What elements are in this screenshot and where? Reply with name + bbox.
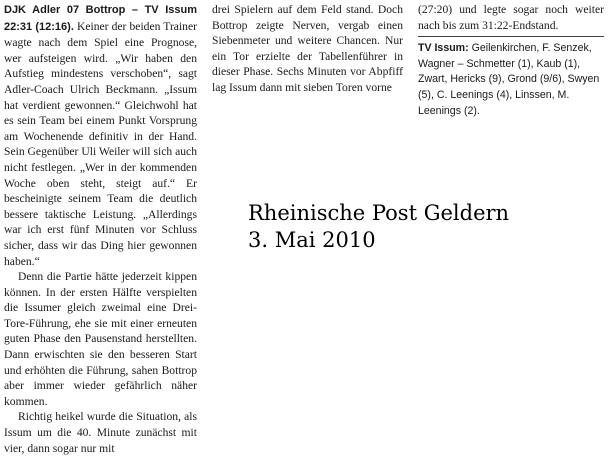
team-lineup-text: Geilenkirchen, F. Senzek, Wagner – Schmetter (1), Kaub (1), Zwart, Hericks (9), Grond (9/6), Swyen (5), C. Leenings (4), Linssen, M. Leenings (2). [418, 42, 600, 117]
publication-date: 3. Mai 2010 [248, 228, 376, 252]
newspaper-name: Rheinische Post Geldern [248, 201, 510, 225]
article-column-2 [212, 2, 403, 96]
team-lineup [418, 41, 604, 119]
article-paragraph-4: drei Spielern auf dem Feld stand. Doch Bottrop zeigte Nerven, vergab einen Siebenmeter und weitere Chancen. Nur ein Tor erzielte der Tabellenführer in dieser Phase. Sechs Minuten vor Abpfiff lag Issum dann mit sieben Toren vorne [212, 3, 403, 94]
match-result-headline: DJK Adler 07 Bottrop – TV Issum 22:31 (12:16). [4, 4, 197, 33]
section-divider [418, 36, 604, 37]
team-lineup-label: TV Issum: [418, 42, 469, 55]
article-column-3 [418, 2, 604, 119]
article-paragraph-1 [4, 2, 197, 269]
paragraph-text: Keiner der beiden Trainer wagte nach dem Spiel eine Prognose, wer aufsteigen wird. „Wir haben den Aufstieg mindestens verschoben“, sagt Adler-Coach Ulrich Beckmann. „Issum hat verdient gewonnen.“ Gleichwohl hat es sein Team bei einem Punkt Vorsprung am Wochenende definitiv in der Hand. Sein Gegenüber Uli Weiler will sich auch nicht festlegen. „Wer in der kommenden Woche oben steht, steigt auf.“ Er bescheinigte seinem Team die deutlich bessere taktische Leistung. „Allerdings war ich erst fünf Minuten vor Schluss sicher, dass wir das Ding hier gewonnen haben.“ [4, 19, 197, 268]
article-paragraph-3: Richtig heikel wurde die Situation, als Issum um die 40. Minute zunächst mit vier, dann sogar nur mit [4, 410, 197, 455]
article-column-1 [4, 2, 197, 456]
article-paragraph-5: (27:20) und legte sogar noch weiter nach bis zum 31:22-Endstand. [418, 3, 604, 32]
source-caption [248, 200, 509, 254]
article-paragraph-2: Denn die Partie hätte jederzeit kippen können. In der ersten Hälfte verspielten die Issumer gleich zweimal eine Drei-Tore-Führung, ehe sie mit einer erneuten guten Phase den Pausenstand herstellten. Dann erwischten sie den besseren Start und erhöhten die Führung, sahen Bottrop aber immer wieder gefährlich näher kommen. [4, 270, 197, 408]
